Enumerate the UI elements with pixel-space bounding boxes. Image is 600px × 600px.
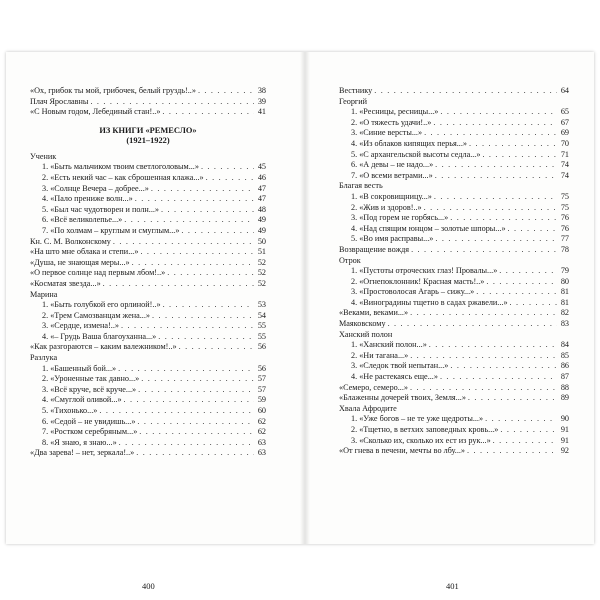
toc-entry: 1. «Быть голубкой его орлиной!..» . . . 53: [30, 300, 266, 311]
group-title: Благая весть: [339, 181, 383, 191]
toc-entry: «Косматая звезда...» . . . 52: [30, 279, 266, 290]
toc-entry: 4. «– Грудь Ваша благоуханна...» . . . 55: [30, 332, 266, 343]
group-title: Ханский полон: [339, 329, 393, 339]
group-title: Отрок: [339, 255, 361, 265]
toc-entry: «Два зарева! – нет, зеркала!..» . . . 63: [30, 448, 266, 459]
toc-entry: 6. «А девы – не надо...» . . . 74: [339, 160, 569, 171]
toc-entry: 4. «Не растекаясь еще...» . . . 87: [339, 372, 569, 383]
toc-entry: 3. «Следок твой непытан...» . . . 86: [339, 361, 569, 372]
toc-entry: 5. «Был час чудотворен и полн...» . . . 48: [30, 205, 266, 216]
toc-entry: 4. «Из облаков кипящих перья...» . . . 70: [339, 139, 569, 150]
toc-entry: 6. «Всё великолепье...» . . . 49: [30, 215, 266, 226]
toc-entry: 1. «Башенный бой...» . . . 56: [30, 364, 266, 375]
toc-entry: 1. «Быть мальчиком твоим светлоголовым...» . . . 45: [30, 162, 266, 173]
section-title: ИЗ КНИГИ «РЕМЕСЛО»: [99, 125, 197, 135]
toc-entry: Кн. С. М. Волконскому . . . 50: [30, 237, 266, 248]
toc-entry: 2. «Огнепоклонник! Красная масть!..» . . . 80: [339, 277, 569, 288]
toc-entry: 3. «Сколько их, сколько их ест из рук...» . . . 91: [339, 436, 569, 447]
toc-entry: 5. «С архангельской высоты седла...» . . . 71: [339, 150, 569, 161]
group-title: Георгий: [339, 96, 368, 106]
toc-entry: «Ох, грибок ты мой, грибочек, белый груздь!..» . . . 38: [30, 86, 266, 97]
left-page: [30, 86, 266, 459]
toc-entry: 2. «Уроненные так давно...» . . . 57: [30, 374, 266, 385]
group-title: Хвала Афродите: [339, 403, 397, 413]
page-number-left: 400: [142, 581, 155, 591]
group-title: Разлука: [30, 353, 58, 363]
toc-entry: «Блаженны дочерей твоих, Земля...» . . . 89: [339, 393, 569, 404]
toc-entry: «Душа, не знающая меры...» . . . 52: [30, 258, 266, 269]
toc-entry: 3. «Простоволосая Агарь – сижу...» . . . 81: [339, 287, 569, 298]
page-number-right: 401: [446, 581, 459, 591]
toc-entry: 1. «Пустоты отроческих глаз! Провалы...» . . . 79: [339, 266, 569, 277]
toc-entry: 7. «О всеми ветрами...» . . . 74: [339, 171, 569, 182]
toc-entry: «От гнева в печени, мечты во лбу...» . . . 92: [339, 446, 569, 457]
toc-entry: 2. «Ни тагана...» . . . 85: [339, 351, 569, 362]
toc-entry: «О первое солнце над первым лбом!..» . . . 52: [30, 268, 266, 279]
toc-entry: «Семеро, семеро...» . . . 88: [339, 383, 569, 394]
toc-entry: «Веками, веками...» . . . 82: [339, 308, 569, 319]
section-years: (1921–1922): [126, 135, 170, 145]
group-title: Ученик: [30, 151, 57, 161]
toc-entry: Вестнику . . . 64: [339, 86, 569, 97]
toc-entry: 2. «Жив и здоров!..» . . . 75: [339, 203, 569, 214]
toc-entry: Возвращение вождя . . . 78: [339, 245, 569, 256]
toc-entry: 1. «Ресницы, ресницы...» . . . 65: [339, 107, 569, 118]
toc-entry: Плач Ярославны . . . 39: [30, 97, 266, 108]
toc-entry: 4. «Смуглой оливой...» . . . 59: [30, 395, 266, 406]
toc-entry: 2. «Трем Самозванцам жена...» . . . 54: [30, 311, 266, 322]
toc-entry: 4. «Пало прениже волн...» . . . 47: [30, 194, 266, 205]
toc-entry: 6. «Седой – не увидишь...» . . . 62: [30, 417, 266, 428]
toc-entry: 4. «Виноградины тщетно в садах ржавели...» . . . 81: [339, 298, 569, 309]
right-page: [339, 86, 569, 457]
toc-entry: Маяковскому . . . 83: [339, 319, 569, 330]
toc-entry: 1. «Уже богов – не те уже щедроты...» . . . 90: [339, 414, 569, 425]
toc-entry: 1. «В сокровищницу...» . . . 75: [339, 192, 569, 203]
toc-entry: 3. «Синие версты...» . . . 69: [339, 128, 569, 139]
toc-entry: 2. «Тщетно, в ветхих заповедных кровь...» . . . 91: [339, 425, 569, 436]
toc-entry: 2. «О тяжесть удачи!..» . . . 67: [339, 118, 569, 129]
toc-entry: 3. «Всё круче, всё круче...» . . . 57: [30, 385, 266, 396]
toc-entry: 7. «По холмам – круглым и смуглым...» . . . 49: [30, 226, 266, 237]
toc-entry: «С Новым годом, Лебединый стан!..» . . . 41: [30, 107, 266, 118]
toc-entry: 3. «Солнце Вечера – добрее...» . . . 47: [30, 184, 266, 195]
toc-entry: 4. «Над спящим юнцом – золотые шпоры...» . . . 76: [339, 224, 569, 235]
toc-entry: 3. «Под горем не горбясь...» . . . 76: [339, 213, 569, 224]
group-title: Марина: [30, 289, 58, 299]
toc-entry: 3. «Сердце, измена!..» . . . 55: [30, 321, 266, 332]
toc-entry: 1. «Ханский полон...» . . . 84: [339, 340, 569, 351]
toc-entry: «На што мне облака и степи...» . . . 51: [30, 247, 266, 258]
toc-entry: 2. «Есть некий час – как сброшенная клажа...» . . . 46: [30, 173, 266, 184]
toc-entry: 7. «Ростком серебряным...» . . . 62: [30, 427, 266, 438]
toc-entry: 8. «Я знаю, я знаю...» . . . 63: [30, 438, 266, 449]
toc-entry: 5. «Во имя расправы...» . . . 77: [339, 234, 569, 245]
toc-entry: «Как разгораются – каким валежником!..» . . . 56: [30, 342, 266, 353]
book-fold: [300, 52, 310, 544]
toc-entry: 5. «Тихонько...» . . . 60: [30, 406, 266, 417]
